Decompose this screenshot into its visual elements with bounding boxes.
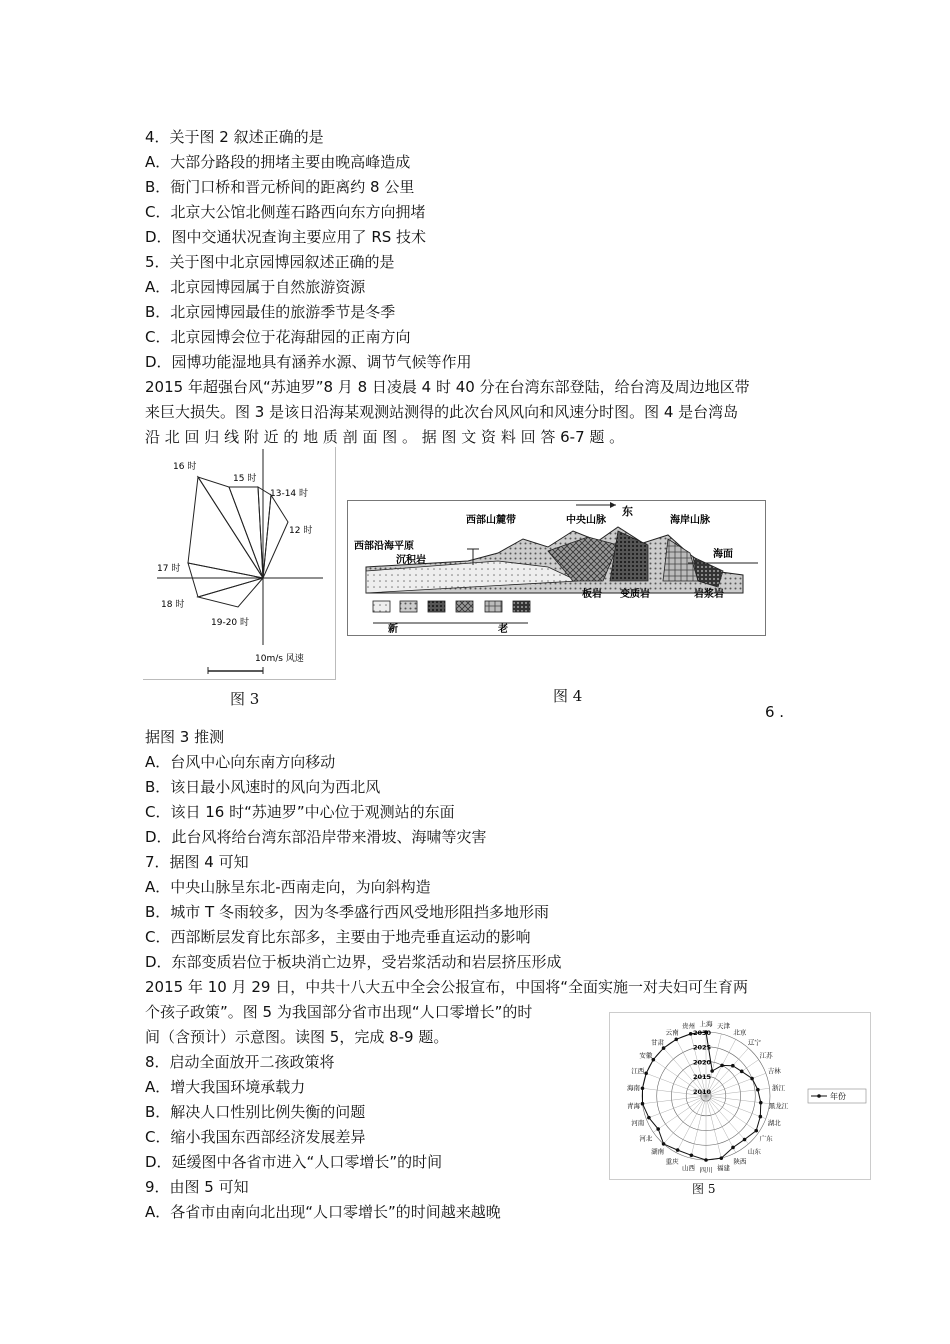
fig5-data-point [662,1142,666,1146]
figure-5-radar-chart [610,1013,870,1179]
fig4-west-plain: 西部沿海平原 [354,541,414,552]
fig5-category-label: 山东 [747,1147,761,1156]
fig5-ring-label: 2030 [692,1029,712,1037]
fig5-ring-label: 2010 [692,1087,712,1096]
q4-option-c: C．北京大公馆北侧莲石路西向东方向拥堵 [145,203,426,221]
q8-option-c: C．缩小我国东西部经济发展差异 [145,1128,366,1146]
fig4-legend-old: 老 [498,624,508,635]
fig5-category-label: 江西 [631,1067,645,1076]
figure-4 [347,500,766,636]
fig5-category-label: 陕西 [733,1157,747,1166]
q4-option-a: A．大部分路段的拥堵主要由晚高峰造成 [145,153,411,171]
fig5-category-label: 江苏 [759,1051,773,1060]
fig5-data-point [647,1116,651,1120]
fig3-scale-label: 10m/s 风速 [255,654,304,664]
fig5-category-label: 安徽 [639,1051,653,1060]
q5-option-a: A．北京园博园属于自然旅游资源 [145,278,366,296]
figure-3 [143,447,336,680]
q6-option-b: B．该日最小风速时的风向为西北风 [145,778,381,796]
fig5-data-point [759,1115,763,1119]
fig5-category-label: 湖南 [651,1147,665,1156]
fig3-label-18: 18 时 [161,600,185,610]
fig4-central-range: 中央山脉 [566,515,606,526]
fig5-category-label: 重庆 [665,1157,679,1166]
intro89-line-3: 间（含预计）示意图。读图 5，完成 8-9 题。 [145,1028,449,1046]
fig5-data-point [641,1086,645,1090]
fig4-coastal-range: 海岸山脉 [670,515,710,526]
q4-option-b: B．衙门口桥和晋元桥间的距离约 8 公里 [145,178,415,196]
fig5-ring-label: 2015 [692,1073,712,1082]
fig4-slate: 板岩 [582,589,602,600]
q7-option-b: B．城市 T 冬雨较多，因为冬季盛行西风受地形阻挡多地形雨 [145,903,549,921]
fig5-spoke [706,1073,766,1096]
q5-option-c: C．北京园博会位于花海甜园的正南方向 [145,328,411,346]
fig5-category-label: 上海 [699,1020,713,1028]
intro67-line-2: 来巨大损失。图 3 是该日沿海某观测站测得的此次台风风向和风速分时图。图 4 是台湾岛 [145,403,739,421]
fig5-spoke [691,1096,706,1158]
fig5-data-point [759,1101,763,1105]
fig5-category-label: 海南 [627,1084,641,1093]
fig4-east: 东 [622,505,633,518]
fig4-igneous: 岩浆岩 [694,589,724,600]
q8-option-a: A．增大我国环境承载力 [145,1078,306,1096]
fig5-data-point [720,1156,724,1160]
fig5-category-label: 甘肃 [651,1038,665,1047]
fig5-ring-label: 2025 [692,1043,712,1052]
fig5-spoke [706,1096,721,1158]
fig5-category-label: 贵州 [682,1022,696,1031]
fig5-category-label: 辽宁 [747,1038,761,1047]
q8-option-d: D．延缓图中各省市进入“人口零增长”的时间 [145,1153,443,1171]
fig5-data-point [704,1158,708,1162]
fig5-category-label: 云南 [665,1028,679,1037]
intro67-line-1: 2015 年超强台风“苏迪罗”8 月 8 日凌晨 4 时 40 分在台湾东部登陆，给台湾及周边地区带 [145,378,750,396]
fig5-category-label: 河南 [631,1118,645,1127]
fig5-data-point [750,1077,754,1081]
q8-stem: 8．启动全面放开二孩政策将 [145,1053,335,1071]
q5-stem: 5．关于图中北京园博园叙述正确的是 [145,253,395,271]
fig3-label-12: 12 时 [289,526,313,536]
fig3-label-17: 17 时 [157,564,181,574]
figure-4-caption: 图 4 [553,687,583,705]
fig5-category-label: 浙江 [771,1084,785,1093]
q7-option-a: A．中央山脉呈东北-西南走向，为向斜构造 [145,878,431,896]
fig5-data-point [662,1046,666,1050]
figure-5 [609,1012,871,1180]
fig5-data-point [731,1146,735,1150]
fig5-data-point [674,1038,678,1042]
figure-3-wind-diagram [143,447,335,679]
fig3-label-15: 15 时 [233,474,257,484]
figure-3-caption: 图 3 [230,690,260,708]
fig5-category-label: 广东 [759,1134,773,1143]
q5-option-b: B．北京园博园最佳的旅游季节是冬季 [145,303,396,321]
fig5-category-label: 天津 [716,1022,730,1031]
q6-option-a: A．台风中心向东南方向移动 [145,753,336,771]
q7-option-c: C．西部断层发育比东部多，主要由于地壳垂直运动的影响 [145,928,531,946]
fig5-category-label: 河北 [639,1134,653,1143]
fig3-label-19-20: 19-20 时 [211,618,250,628]
fig5-category-label: 湖北 [767,1118,781,1127]
fig3-label-13-14: 13-14 时 [270,489,309,499]
fig4-west-foothill: 西部山麓带 [466,515,516,526]
q6-number: 6 . [765,703,785,721]
q8-option-b: B．解决人口性别比例失衡的问题 [145,1103,366,1121]
fig5-category-label: 吉林 [767,1067,781,1076]
fig5-category-label: 青海 [627,1101,641,1110]
fig5-ring-label: 2020 [692,1058,712,1067]
fig5-data-point [656,1127,660,1131]
fig5-legend-marker [817,1094,821,1098]
figure-5-caption: 图 5 [692,1182,716,1196]
fig5-category-label: 北京 [733,1028,747,1037]
intro89-line-2: 个孩子政策”。图 5 为我国部分省市出现“人口零增长”的时 [145,1003,533,1021]
fig5-data-point [644,1072,648,1076]
fig5-category-label: 黑龙江 [768,1101,789,1110]
q5-option-d: D．园博功能湿地具有涵养水源、调节气候等作用 [145,353,472,371]
q6-option-c: C．该日 16 时“苏迪罗”中心位于观测站的东面 [145,803,455,821]
q9-stem: 9．由图 5 可知 [145,1178,249,1196]
fig5-category-label: 四川 [699,1166,713,1174]
q9-option-a: A．各省市由南向北出现“人口零增长”的时间越来越晚 [145,1203,501,1221]
fig4-sea-level: 海面 [713,549,733,560]
q7-stem: 7．据图 4 可知 [145,853,249,871]
fig5-spoke [706,1096,766,1119]
fig5-data-point [641,1102,645,1106]
fig5-data-point [731,1064,735,1068]
fig4-legend-new: 新 [388,624,398,635]
fig5-data-point [690,1153,694,1157]
fig4-sedimentary: 沉积岩 [396,555,426,566]
q6-option-d: D．此台风将给台湾东部沿岸带来滑坡、海啸等灾害 [145,828,487,846]
fig5-data-point [689,1032,693,1036]
fig5-data-point [743,1138,747,1142]
q4-option-d: D．图中交通状况查询主要应用了 RS 技术 [145,228,427,246]
fig5-data-point [754,1129,758,1133]
fig5-spoke [646,1096,706,1119]
intro67-line-3: 沿 北 回 归 线 附 近 的 地 质 剖 面 图 。 据 图 文 资 料 回 答 6-7 题 。 [145,428,625,446]
fig5-data-point [676,1148,680,1152]
q4-stem: 4．关于图 2 叙述正确的是 [145,128,324,146]
intro89-line-1: 2015 年 10 月 29 日，中共十八大五中全会公报宣布，中国将“全面实施一对夫妇可生育两 [145,978,748,996]
fig3-label-16: 16 时 [173,462,197,472]
fig5-data-point [720,1064,724,1068]
q6-stem: 据图 3 推测 [145,728,225,746]
fig5-data-point [756,1088,760,1092]
fig5-data-point [740,1070,744,1074]
fig4-metamorphic: 变质岩 [620,589,650,600]
q7-option-d: D．东部变质岩位于板块消亡边界，受岩浆活动和岩层挤压形成 [145,953,562,971]
fig5-category-label: 山西 [682,1163,696,1172]
fig5-legend-label: 年份 [830,1092,846,1101]
figure-4-geologic-profile [348,501,765,635]
fig5-category-label: 福建 [716,1163,730,1172]
